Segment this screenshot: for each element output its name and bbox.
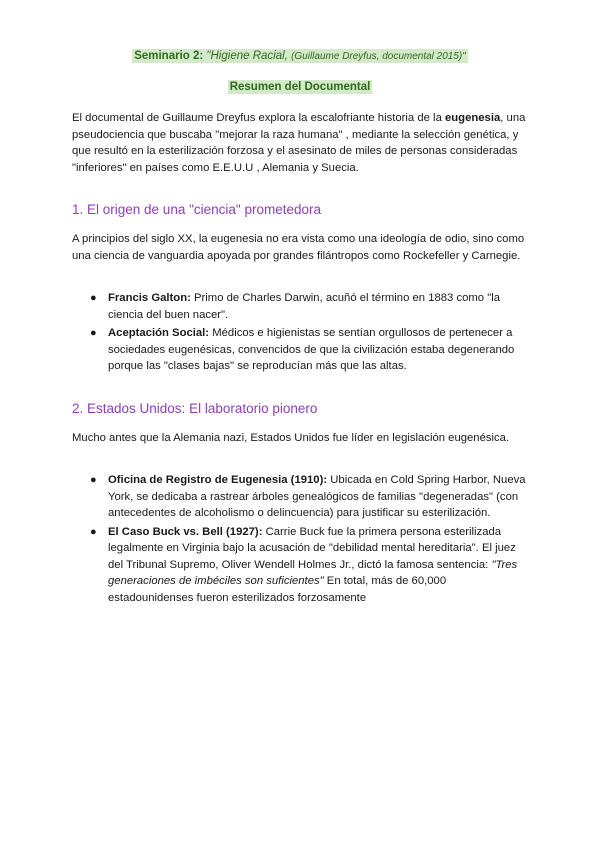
- list-item: [72, 325, 527, 375]
- bullet-label: Oficina de Registro de Eugenesia (1910):: [108, 474, 328, 486]
- section2-bullet-list: [72, 472, 527, 608]
- list-item: [72, 524, 527, 607]
- bullet-label: Francis Galton:: [108, 292, 191, 304]
- intro-text-1: El documental de Guillaume Dreyfus explora la escalofriante historia de la: [72, 112, 445, 124]
- seminar-title: "Higiene Racial,: [206, 50, 288, 62]
- seminar-label: Seminario 2:: [134, 50, 204, 62]
- section1-heading: 1. El origen de una "ciencia" prometedora: [72, 202, 321, 217]
- seminar-title-highlight: [132, 49, 468, 63]
- bullet-icon: ●: [90, 292, 97, 304]
- bullet-text: Ubicada en Cold Spring Harbor, Nueva York, se dedicaba a rastrear árboles genealógicos de familias "degeneradas" (con antecedentes de alcoholismo o delincuencia) para justificar su esterilización.: [108, 474, 526, 519]
- bullet-icon: ●: [90, 474, 97, 486]
- bullet-text: Carrie Buck fue la primera persona esterilizada legalmente en Virginia bajo la acusación de "debilidad mental hereditaria". El juez del Tribunal Supremo, Oliver Wendell Holmes Jr., dictó la famosa sentencia:: [108, 525, 516, 571]
- bullet-label: El Caso Buck vs. Bell (1927):: [108, 525, 263, 538]
- section1-bullet-list: [72, 290, 527, 377]
- list-item: [72, 472, 527, 522]
- list-item: [72, 290, 527, 323]
- bullet-icon: ●: [90, 525, 97, 538]
- seminar-credit: (Guillaume Dreyfus, documental 2015)": [291, 51, 466, 62]
- summary-title-line: [0, 81, 600, 93]
- summary-title: Resumen del Documental: [229, 81, 371, 93]
- bullet-label: Aceptación Social:: [108, 327, 210, 339]
- intro-paragraph: [72, 110, 532, 176]
- intro-bold-term: eugenesia: [445, 112, 501, 124]
- bullet-text-end: En total, más de 60,000 estadounidenses fueron esterilizados forzosamente: [108, 575, 447, 604]
- seminar-title-line: [0, 50, 600, 62]
- bullet-icon: ●: [90, 327, 97, 339]
- intro-text-2: , una pseudociencia que buscaba "mejorar la raza humana" , mediante la selección genética, y que resultó en la esterilización forzosa y el asesinato de miles de personas consideradas "inferiores" en países como E.E.U.U , Alemania y Suecia.: [72, 112, 526, 174]
- bullet-text: Médicos e higienistas se sentían orgullosos de pertenecer a sociedades eugenésicas, convencidos de que la civilización estaba degenerando porque las "clases bajas" se reproducían más que las altas.: [108, 327, 515, 372]
- bullet-text: Primo de Charles Darwin, acuñó el término en 1883 como "la ciencia del buen nacer".: [108, 292, 501, 321]
- section2-heading: 2. Estados Unidos: El laboratorio pionero: [72, 401, 318, 416]
- section1-paragraph: A principios del siglo XX, la eugenesia no era vista como una ideología de odio, sino como una ciencia de vanguardia apoyada por grandes filántropos como Rockefeller y Carnegie.: [72, 233, 525, 262]
- bullet-quote: "Tres generaciones de imbéciles son suficientes": [108, 558, 518, 587]
- section2-paragraph: Mucho antes que la Alemania nazi, Estados Unidos fue líder en legislación eugenésica.: [72, 432, 510, 444]
